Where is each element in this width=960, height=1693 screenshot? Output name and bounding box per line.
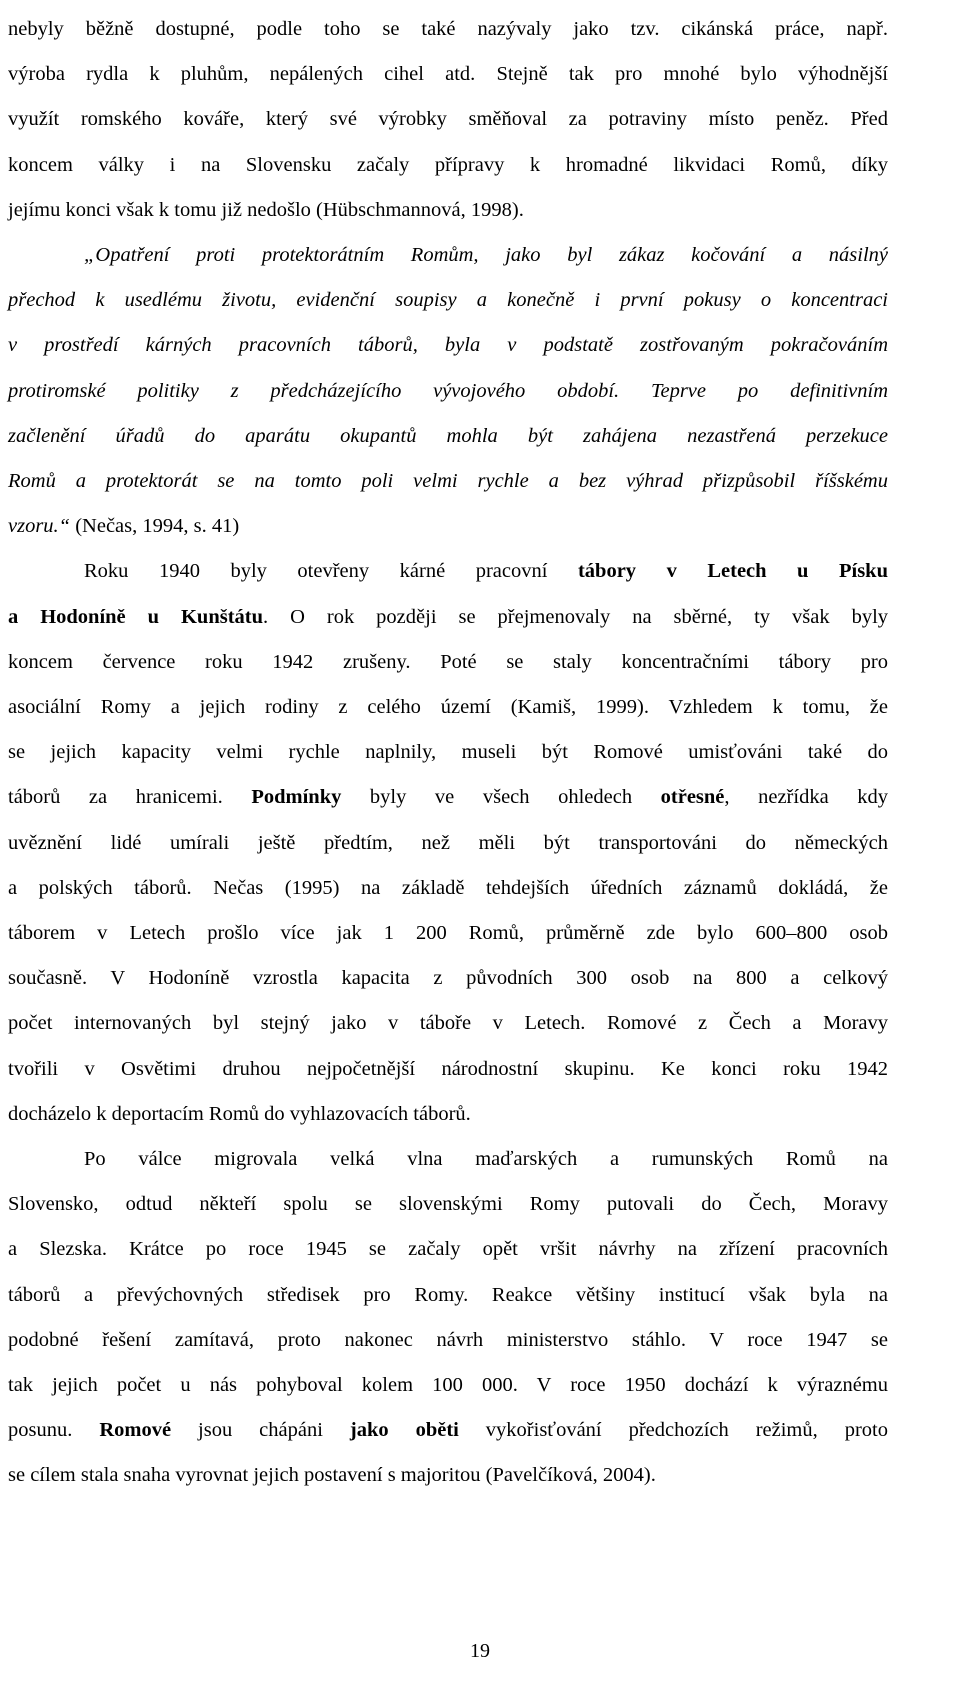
text-segment: se jejich kapacity velmi rychle naplnily, museli být Romové umisťováni také do [8,741,888,764]
text-line [8,14,888,44]
text-segment: posunu. [8,1419,100,1442]
text-segment: Po válce migrovala velká vlna maďarských a rumunských Romů na [84,1148,888,1170]
text-line [8,828,888,858]
text-segment: výroba rydla k pluhům, nepálených cihel atd. Stejně tak pro mnohé bylo výhodnější [8,63,888,86]
text-line [8,466,888,496]
italic-text: začlenění úřadů do aparátu okupantů mohla být zahájena nezastřená perzekuce [8,424,888,447]
text-line [8,104,888,134]
text-line [8,59,888,89]
text-line [8,692,888,722]
text-segment: tvořili v Osvětimi druhou nejpočetnější národnostní skupinu. Ke konci roku 1942 [8,1057,888,1080]
italic-text: v prostředí kárných pracovních táborů, byla v podstatě zostřovaným pokračováním [8,334,888,357]
text-line [8,1280,888,1310]
text-segment: asociální Romy a jejich rodiny z celého území (Kamiš, 1999). Vzhledem k tomu, že [8,696,888,718]
text-line [8,511,888,541]
bold-text: a Hodoníně u Kunštátu [8,605,264,628]
text-line [8,240,888,270]
text-segment: táborů a převýchovných středisek pro Romy. Reakce většiny institucí však byla na [8,1283,888,1306]
text-segment: koncem července roku 1942 zrušeny. Poté se staly koncentračními tábory pro [8,650,888,673]
text-line [8,1325,888,1355]
bold-text: Romové [99,1419,172,1442]
text-line [8,1234,888,1264]
text-line [8,1370,888,1400]
text-segment: uvěznění lidé umírali ještě předtím, než měli být transportováni do německých [8,831,888,854]
text-segment: , nezřídka kdy [724,786,888,809]
text-segment: (Nečas, 1994, s. 41) [70,515,240,538]
text-segment: tak jejich počet u nás pohyboval kolem 100 000. V roce 1950 dochází k výraznému [8,1374,888,1396]
text-segment: vykořisťování předchozích režimů, proto [458,1419,888,1442]
text-line [8,150,888,180]
text-segment: a Slezska. Krátce po roce 1945 se začaly opět vršit návrhy na zřízení pracovních [8,1238,888,1261]
italic-text: vzoru.“ [8,515,71,538]
text-line [8,421,888,451]
text-segment: se cílem stala snaha vyrovnat jejich postavení s majoritou (Pavelčíková, 2004). [8,1464,656,1487]
text-line [8,330,888,360]
text-line [8,1189,888,1219]
text-segment: podobné řešení zamítavá, proto nakonec návrh ministerstvo stáhlo. V roce 1947 se [8,1328,888,1351]
bold-text: otřesné [660,786,725,809]
text-segment: Roku 1940 byly otevřeny kárné pracovní [84,560,578,583]
page-number: 19 [470,1640,490,1662]
italic-text: přechod k usedlému životu, evidenční soupisy a konečně i první pokusy o koncentraci [8,289,888,312]
text-segment: nebyly běžně dostupné, podle toho se také nazývaly jako tzv. cikánská práce, např. [8,18,888,40]
text-segment: docházelo k deportacím Romů do vyhlazovacích táborů. [8,1102,471,1125]
text-segment: počet internovaných byl stejný jako v táboře v Letech. Romové z Čech a Moravy [8,1012,888,1035]
text-line [8,647,888,677]
text-segment: koncem války i na Slovensku začaly přípravy k hromadné likvidaci Romů, díky [8,153,888,176]
bold-text: Podmínky [251,786,342,809]
text-segment: táborů za hranicemi. [8,786,252,809]
text-segment: jsou chápáni [171,1419,350,1442]
text-line [8,285,888,315]
text-line [8,376,888,406]
text-line [8,918,888,948]
text-segment: Slovensko, odtud někteří spolu se slovenskými Romy putovali do Čech, Moravy [8,1193,888,1216]
text-segment: . O rok později se přejmenovaly na sběrné, ty však byly [263,605,889,628]
text-line [8,1144,888,1174]
italic-text: protiromské politiky z předcházejícího vývojového období. Teprve po definitivním [8,379,888,402]
text-line [8,195,888,225]
bold-text: tábory v Letech u Písku [577,560,888,583]
bold-text: jako oběti [349,1419,459,1442]
text-segment: využít romského kováře, který své výrobky směňoval za potraviny místo peněz. Před [8,108,888,131]
text-line [8,1099,888,1129]
text-segment: jejímu konci však k tomu již nedošlo (Hübschmannová, 1998). [8,198,524,221]
text-segment: současně. V Hodoníně vzrostla kapacita z původních 300 osob na 800 a celkový [8,967,888,990]
text-line [8,1054,888,1084]
italic-text: Romů a protektorát se na tomto poli velmi rychle a bez výhrad přizpůsobil říšskému [8,470,888,492]
text-line [8,963,888,993]
text-line [8,782,888,812]
text-line [8,602,888,632]
italic-text: „Opatření proti protektorátním Romům, jako byl zákaz kočování a násilný [84,244,888,266]
text-segment: táborem v Letech prošlo více jak 1 200 Romů, průměrně zde bylo 600–800 osob [8,922,888,944]
text-line [8,1415,888,1445]
text-line [8,873,888,903]
text-line [8,737,888,767]
text-line [8,556,888,586]
text-segment: a polských táborů. Nečas (1995) na základě tehdejších úředních záznamů dokládá, že [8,876,888,899]
text-line [8,1008,888,1038]
text-line [8,1460,888,1490]
text-segment: byly ve všech ohledech [341,786,661,809]
